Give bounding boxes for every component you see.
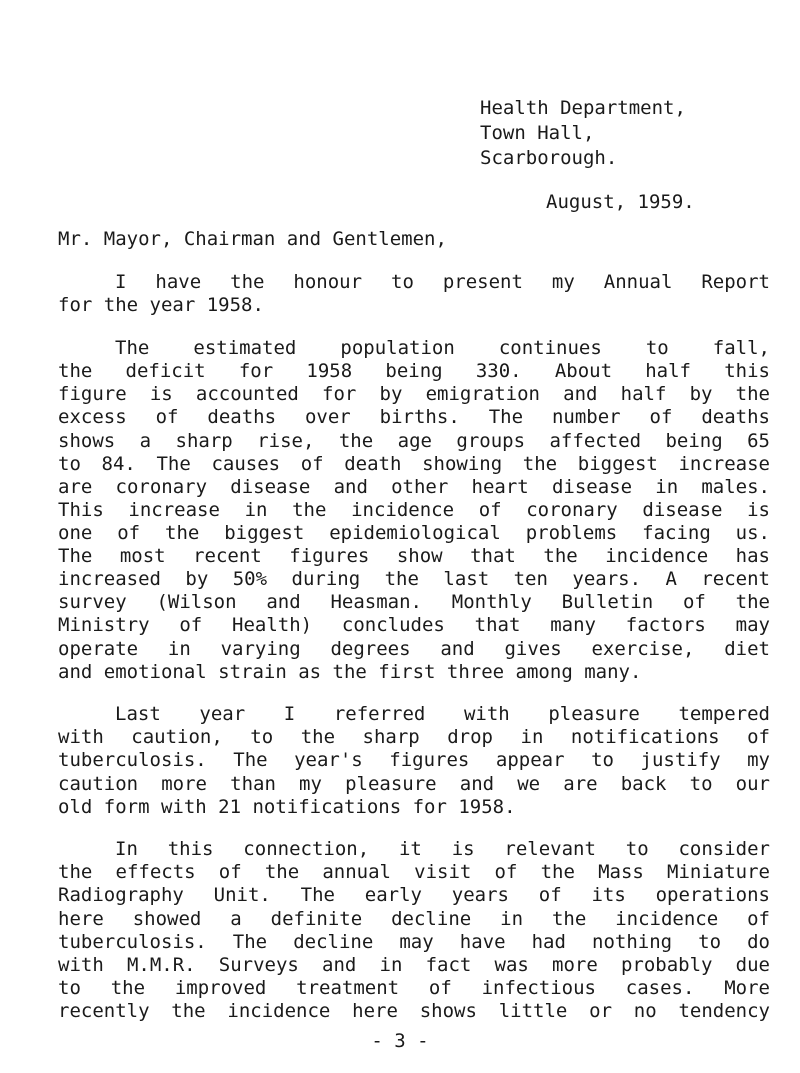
paragraph-line: with caution, to the sharp drop in notifications of xyxy=(58,726,770,749)
page-number: - 3 - xyxy=(371,1030,429,1052)
paragraph-line: tuberculosis. The decline may have had nothing to do xyxy=(58,930,770,953)
paragraph-line: The most recent figures show that the incidence has xyxy=(58,545,770,568)
paragraph-line: The estimated population continues to fall, xyxy=(115,337,770,360)
paragraph-line: I have the honour to present my Annual Report xyxy=(115,270,770,293)
paragraph-line: caution more than my pleasure and we are back to our xyxy=(58,772,770,795)
paragraph-line: increased by 50% during the last ten years. A recent xyxy=(58,568,770,591)
paragraph-line: survey (Wilson and Heasman. Monthly Bulletin of the xyxy=(58,591,770,614)
paragraph-line: In this connection, it is relevant to consider xyxy=(115,838,770,861)
salutation: Mr. Mayor, Chairman and Gentlemen, xyxy=(58,228,447,250)
address-line-3: Scarborough. xyxy=(480,147,618,169)
paragraph-line: tuberculosis. The year's figures appear to justify my xyxy=(58,749,770,772)
letter-date: August, 1959. xyxy=(546,191,695,213)
paragraph-line: the effects of the annual visit of the Mass Miniature xyxy=(58,861,770,884)
paragraph-line: to the improved treatment of infectious cases. More xyxy=(58,976,770,999)
paragraph-line: figure is accounted for by emigration and half by the xyxy=(58,383,770,406)
paragraph-line: This increase in the incidence of coronary disease is xyxy=(58,498,770,521)
paragraph-line: with M.M.R. Surveys and in fact was more probably due xyxy=(58,953,770,976)
paragraph-line: the deficit for 1958 being 330. About half this xyxy=(58,360,770,383)
address-line-1: Health Department, xyxy=(480,97,686,119)
paragraph-line: excess of deaths over births. The number of deaths xyxy=(58,406,770,429)
paragraph-line: operate in varying degrees and gives exercise, diet xyxy=(58,637,770,660)
paragraph-line: one of the biggest epidemiological problems facing us. xyxy=(58,522,770,544)
paragraph-line: and emotional strain as the first three among many. xyxy=(58,660,642,683)
paragraph-line: to 84. The causes of death showing the biggest increase xyxy=(58,452,770,475)
paragraph-line: are coronary disease and other heart disease in males. xyxy=(58,475,770,498)
paragraph-line: old form with 21 notifications for 1958. xyxy=(58,795,516,818)
paragraph-line: Radiography Unit. The early years of its operations xyxy=(58,884,770,907)
paragraph-line: Ministry of Health) concludes that many factors may xyxy=(58,614,770,637)
paragraph-line: shows a sharp rise, the age groups affected being 65 xyxy=(58,429,770,452)
paragraph-line: for the year 1958. xyxy=(58,293,264,316)
paragraph-line: here showed a definite decline in the incidence of xyxy=(58,907,770,930)
paragraph-line: Last year I referred with pleasure tempered xyxy=(115,703,770,726)
address-line-2: Town Hall, xyxy=(480,122,595,144)
paragraph-line: recently the incidence here shows little or no tendency xyxy=(58,1000,770,1022)
